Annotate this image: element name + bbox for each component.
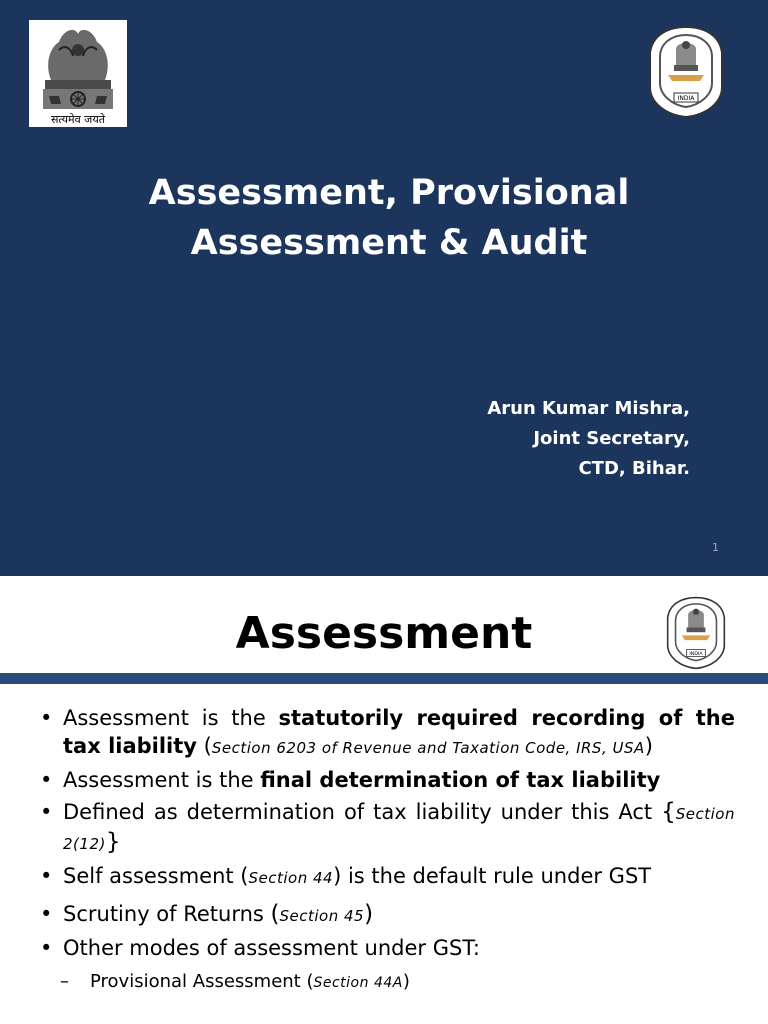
- bullet-item: • Other modes of assessment under GST:: [40, 936, 480, 960]
- section-reference: Section 44A: [313, 975, 403, 991]
- slide-title: Assessment: [235, 608, 533, 659]
- section-reference: Section 2(12): [63, 805, 735, 853]
- bullet-item: • Self assessment (Section 44) is the default rule under GST: [40, 864, 652, 888]
- title-divider: [0, 673, 768, 684]
- bullet-item: • Defined as determination of tax liability under this Act {Section 2(12)}: [40, 799, 735, 855]
- national-emblem-logo: [29, 20, 127, 127]
- emblem-motto: सत्यमेव जयते: [50, 113, 106, 126]
- title-line-1: Assessment, Provisional: [148, 173, 630, 213]
- author-org: CTD, Bihar.: [578, 458, 690, 479]
- bullet-glyph: •: [40, 706, 53, 730]
- lion-capital-icon: [29, 20, 127, 127]
- bullet-glyph: •: [40, 936, 53, 960]
- bullet-item: • Assessment is the statutorily required recording of the tax liability (Section 6203 of Revenue and Taxation Code, IRS, USA): [40, 706, 735, 758]
- dash-glyph: –: [60, 971, 69, 992]
- assessment-slide: [0, 576, 768, 1024]
- bullet-item: • Assessment is the final determination of tax liability: [40, 768, 661, 792]
- author-name: Arun Kumar Mishra,: [487, 398, 690, 419]
- bullet-glyph: •: [40, 902, 53, 926]
- sub-bullet-item: – Provisional Assessment (Section 44A): [40, 968, 735, 997]
- section-reference: Section 45: [279, 907, 365, 925]
- cbec-seal-logo: [666, 596, 726, 670]
- bullet-item: • Scrutiny of Returns (Section 45): [40, 901, 374, 927]
- title-line-2: Assessment & Audit: [190, 223, 588, 263]
- slide-number: 1: [712, 541, 719, 554]
- seal-label: INDIA: [689, 652, 703, 658]
- presentation-title: [0, 168, 768, 268]
- section-reference: Section 44: [248, 869, 334, 887]
- bullet-list: [40, 704, 735, 997]
- seal-label: INDIA: [677, 95, 695, 102]
- section-reference: Section 6203 of Revenue and Taxation Code, IRS, USA: [211, 739, 645, 757]
- author-block: [487, 394, 690, 484]
- author-title: Joint Secretary,: [533, 428, 690, 449]
- bullet-glyph: •: [40, 800, 53, 824]
- bullet-glyph: •: [40, 864, 53, 888]
- cbec-seal-logo: [648, 25, 724, 119]
- bullet-glyph: •: [40, 768, 53, 792]
